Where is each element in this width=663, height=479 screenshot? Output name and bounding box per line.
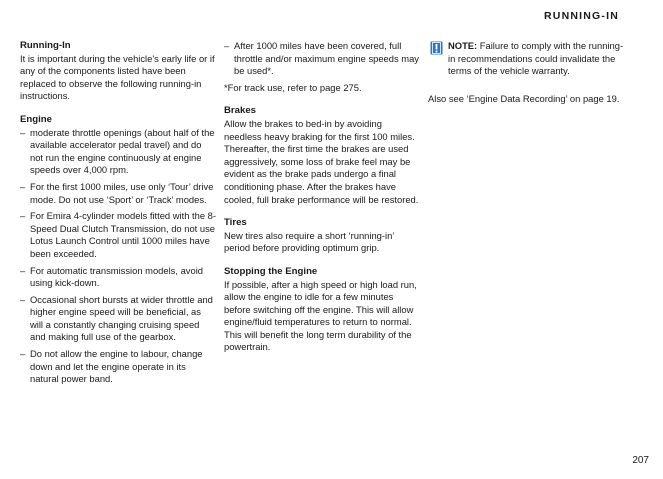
note-text: Failure to comply with the running-in recommendations could invalidate the terms of the vehicle warranty. xyxy=(448,40,624,77)
engine-list-item: – Do not allow the engine to labour, change down and let the engine operate in its natural power band. xyxy=(20,348,216,386)
column-left xyxy=(20,40,216,390)
engine-list-item: – For the first 1000 miles, use only ‘Tour’ drive mode. Do not use ‘Sport’ or ‘Track’ modes. xyxy=(20,181,216,206)
engine-list-item: – For automatic transmission models, avoid using kick-down. xyxy=(20,265,216,290)
stopping-heading: Stopping the Engine xyxy=(224,265,318,277)
brakes-heading: Brakes xyxy=(224,105,257,117)
stopping-section xyxy=(224,266,420,354)
tires-section xyxy=(224,217,420,255)
tires-heading: Tires xyxy=(224,217,247,229)
engine-list-item: – For Emira 4-cylinder models fitted with the 8-Speed Dual Clutch Transmission, do not use Lotus Launch Control until 1000 miles have been exceeded. xyxy=(20,210,216,260)
after-1000-item: – After 1000 miles have been covered, full throttle and/or maximum engine speeds may be used*. xyxy=(224,40,420,78)
engine-list xyxy=(20,127,216,386)
info-book-icon xyxy=(430,41,443,55)
engine-section xyxy=(20,114,216,386)
brakes-text: Allow the brakes to bed-in by avoiding needless heavy braking for the first 100 miles. Thereafter, the first time the brakes are used aggressively, some loss of brake feel may be evident as the brake pads undergo a final conditioning phase. After the brakes have cooled, full brake performance will be restored. xyxy=(224,117,419,205)
after-1000-list xyxy=(224,40,420,78)
column-middle xyxy=(224,40,420,354)
warranty-note xyxy=(428,40,624,78)
engine-list-item: – Occasional short bursts at wider throttle and higher engine speed will be beneficial, as will a constantly changing cruising speed and making full use of the gearbox. xyxy=(20,294,216,344)
page-header-title: RUNNING-IN xyxy=(544,10,619,22)
tires-text: New tires also require a short ‘running-in’ period before providing optimum grip. xyxy=(224,229,395,254)
running-in-text: It is important during the vehicle's early life or if any of the components listed have been replaced to observe the following running-in instructions. xyxy=(20,52,215,102)
brakes-section xyxy=(224,105,420,206)
engine-list-item: – moderate throttle openings (about half of the available accelerator pedal travel) and do not run the engine continuously at engine speeds over 4,000 rpm. xyxy=(20,127,216,177)
see-also-text: Also see ‘Engine Data Recording’ on page 19. xyxy=(428,92,620,104)
running-in-heading: Running-In xyxy=(20,40,71,51)
page-number: 207 xyxy=(632,455,649,466)
column-right xyxy=(428,40,624,105)
note-label: NOTE: xyxy=(448,40,478,51)
track-use-note: *For track use, refer to page 275. xyxy=(224,81,362,93)
stopping-text: If possible, after a high speed or high load run, allow the engine to idle for a few minutes before switching off the engine. This will allow engine/fluid temperatures to return to normal. This will benefit the long term durability of the powertrain. xyxy=(224,278,417,353)
engine-heading: Engine xyxy=(20,113,52,125)
